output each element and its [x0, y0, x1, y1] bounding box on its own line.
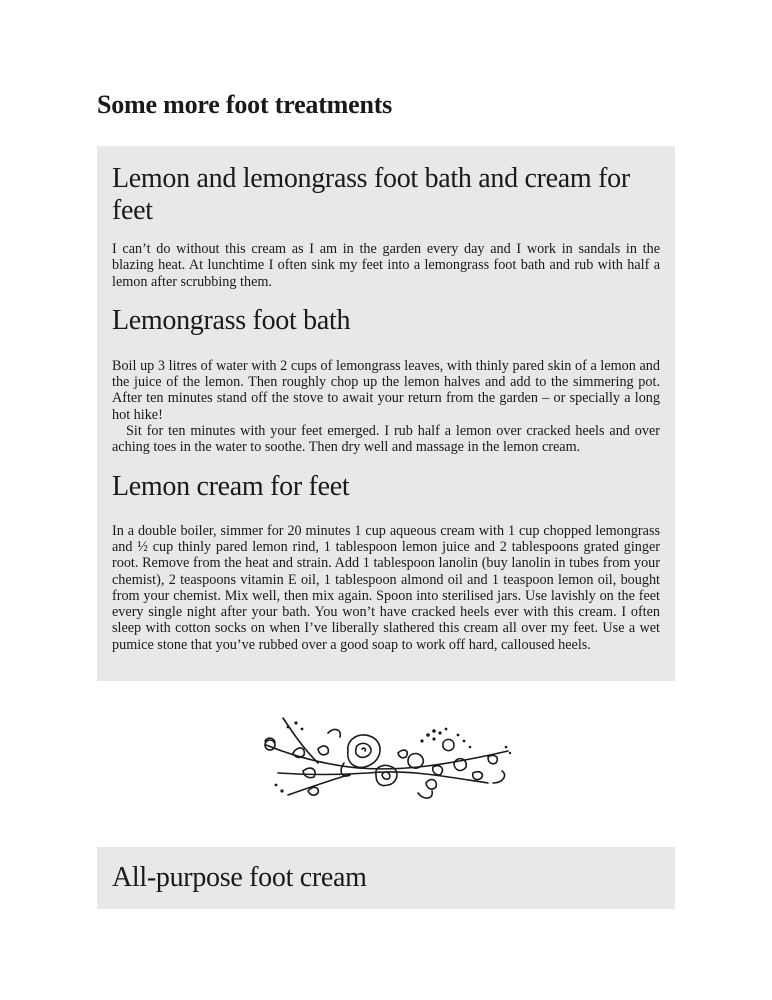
lemon-cream-paragraph: In a double boiler, simmer for 20 minutes 1 cup aqueous cream with 1 cup chopped lemongrass and ½ cup thinly pared lemon rind, 1 tablespoon lemon juice and 2 tablespoons grated ginger root. Remove from the heat and strain. Add 1 tablespoon lanolin (buy lanolin in tubes from your chemist), 2 teaspoons vitamin E oil, 1 tablespoon almond oil and 1 teaspoon lemon oil, bought from your chemist. Mix well, then mix again. Spoon into sterilised jars. Use lavishly on the feet every single night after your bath. You won’t have cracked heels ever with this cream. I often sleep with cotton socks on when I’ve liberally slathered this cream all over my feet. Use a wet pumice stone that you’ve rubbed over a good soap to work off hard, calloused heels. — [112, 522, 660, 653]
page-title: Some more foot treatments — [97, 90, 393, 119]
subsection-heading-foot-bath: Lemongrass foot bath — [112, 304, 351, 336]
foot-bath-paragraph: Boil up 3 litres of water with 2 cups of lemongrass leaves, with thinly pared skin of a lemon and the juice of the lemon. Then roughly chop up the lemon halves and add to the simmering pot. After ten minutes stand off the stove to await your return from the garden – or specially a long hot hike! — [112, 357, 660, 423]
recipe-heading: All-purpose foot cream — [112, 862, 367, 893]
recipe-intro: I can’t do without this cream as I am in the garden every day and I work in sandals in the blazing heat. At lunchtime I often sink my feet into a lemongrass foot bath and rub with half a lemon after scrubbing them. — [112, 241, 660, 290]
recipe-heading: Lemon and lemongrass foot bath and cream for feet — [112, 163, 630, 226]
foot-bath-paragraph: Sit for ten minutes with your feet emerged. I rub half a lemon over cracked heels and over aching toes in the water to soothe. Then dry well and massage in the lemon cream. — [112, 423, 660, 456]
recipe-box-all-purpose — [97, 847, 675, 909]
recipe-box-lemon — [97, 146, 675, 681]
floral-sprig-icon — [258, 713, 514, 808]
subsection-heading-lemon-cream: Lemon cream for feet — [112, 470, 350, 502]
